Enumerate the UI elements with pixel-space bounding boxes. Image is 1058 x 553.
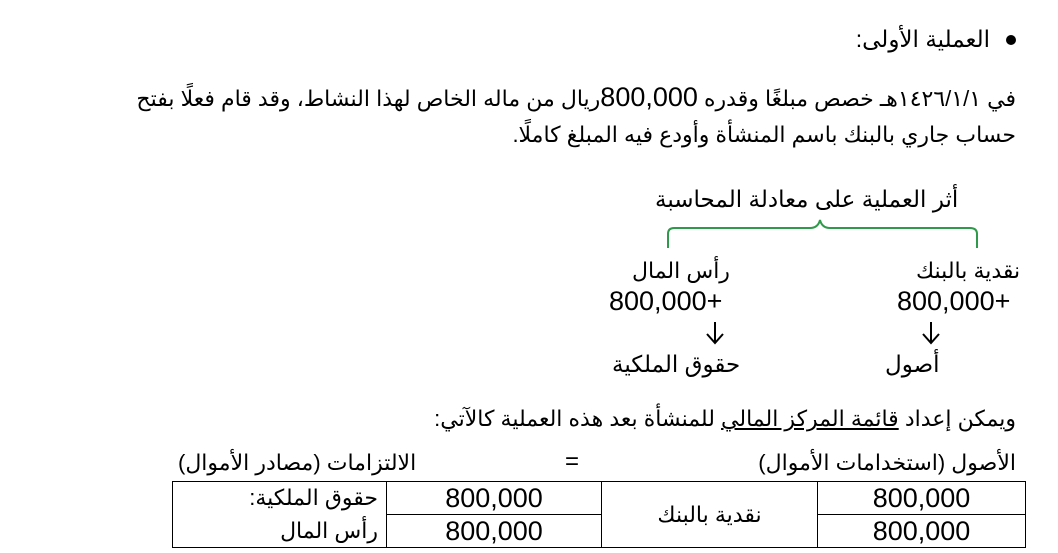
statement-intro-post: للمنشأة بعد هذه العملية كالآتي: (434, 406, 715, 431)
table-row (173, 482, 1026, 515)
paragraph-line-1 (116, 78, 1016, 118)
equals-sign: = (565, 448, 580, 475)
statement-intro-underlined: قائمة المركز المالي (721, 406, 899, 431)
paragraph-amount: 800,000 (600, 82, 698, 112)
statement-intro (434, 406, 1016, 432)
liabilities-side-header: الالتزامات (مصادر الأموال) (178, 450, 417, 475)
equity-header-amount: 800,000 (387, 482, 602, 515)
curly-brace-icon (660, 212, 985, 252)
section-heading (856, 26, 1016, 53)
capital-label: رأس المال (173, 515, 387, 548)
asset-amount-2: 800,000 (818, 515, 1026, 548)
asset-label: نقدية بالبنك (602, 482, 818, 548)
statement-intro-pre: ويمكن إعداد (904, 406, 1016, 431)
down-arrow-icon (920, 320, 942, 346)
right-amount: 800,000+ (897, 286, 1011, 316)
table-row (173, 515, 1026, 548)
balance-sheet-table (172, 481, 1026, 548)
down-arrow-icon (704, 320, 726, 346)
assets-side-header: الأصول (استخدامات الأموال) (758, 450, 1016, 475)
capital-amount: 800,000 (387, 515, 602, 548)
paragraph-line-1-post: ريال من ماله الخاص لهذا النشاط، وقد قام فعلًا بفتح (136, 86, 601, 111)
left-amount: 800,000+ (609, 286, 723, 316)
left-account-label: رأس المال (632, 258, 730, 283)
right-category: أصول (885, 351, 940, 377)
paragraph-line-2: حساب جاري بالبنك باسم المنشأة وأودع فيه المبلغ كاملًا. (512, 122, 1016, 147)
effect-title: أثر العملية على معادلة المحاسبة (655, 186, 959, 212)
equity-header: حقوق الملكية: (173, 482, 387, 515)
paragraph-line-1-pre: في ١٤٢٦/١/١هـ خصص مبلغًا وقدره (704, 86, 1016, 111)
heading-title: العملية الأولى: (855, 26, 990, 52)
asset-amount-1: 800,000 (818, 482, 1026, 515)
left-category: حقوق الملكية (612, 351, 741, 377)
right-account-label: نقدية بالبنك (916, 258, 1021, 283)
bullet-icon (1006, 35, 1016, 45)
